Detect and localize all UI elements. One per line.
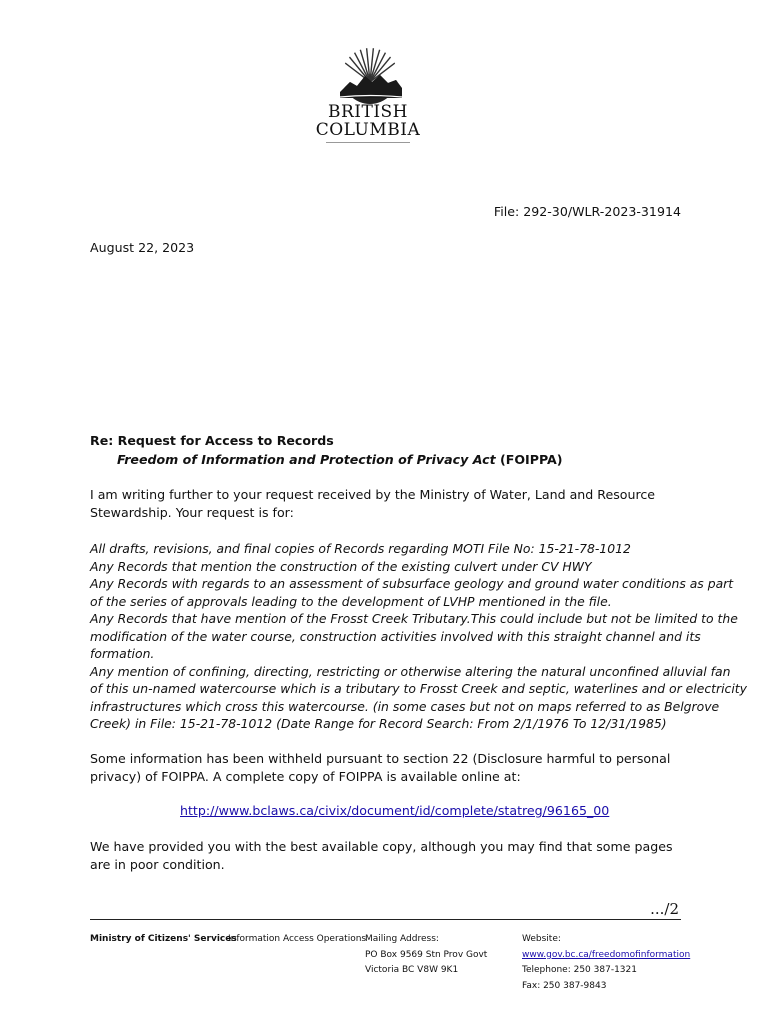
mailing-line: PO Box 9569 Stn Prov Govt — [365, 949, 488, 960]
request-text — [90, 540, 747, 733]
request-line: All drafts, revisions, and final copies of Records regarding MOTI File No: 15-21-78-1012 — [90, 541, 631, 556]
request-line: Any mention of confining, directing, restricting or otherwise altering the natural unconfined alluvial fan — [90, 663, 731, 679]
footer-ministry: Ministry of Citizens' Services — [90, 934, 237, 944]
intro-paragraph: I am writing further to your request received by the Ministry of Water, Land and Resource Stewardship. Your request is for: — [90, 487, 656, 520]
fax: Fax: 250 387-9843 — [522, 980, 607, 991]
website-label: Website: — [522, 934, 561, 944]
request-line: of the series of approvals leading to the development of LVHP mentioned in the file. — [90, 593, 612, 609]
file-reference: File: 292-30/WLR-2023-31914 — [493, 204, 681, 219]
letterhead-divider — [326, 142, 410, 143]
subject-act — [117, 452, 563, 467]
request-line: infrastructures which cross this watercourse. (in some cases but not on maps referred to as Belgrove — [90, 698, 720, 714]
request-line: of this un-named watercourse which is a tributary to Frosst Creek and septic, waterlines and or electricity — [90, 681, 747, 696]
footer-office: Information Access Operations — [228, 934, 367, 944]
request-line: Any Records that have mention of the Frosst Creek Tributary.This could include but not be limited to the — [90, 611, 738, 626]
footer-contact — [522, 932, 690, 994]
request-line: formation. — [90, 646, 155, 661]
page-continuation: .../2 — [650, 900, 679, 918]
footer-mailing — [365, 932, 487, 979]
website-link[interactable]: www.gov.bc.ca/freedomofinformation — [522, 949, 691, 960]
subject-line: Re: Request for Access to Records — [90, 433, 334, 448]
mailing-label: Mailing Address: — [365, 934, 439, 944]
letter-date: August 22, 2023 — [90, 240, 195, 255]
mailing-line: Victoria BC V8W 9K1 — [365, 965, 459, 975]
letterhead-columbia: COLUMBIA — [315, 120, 421, 140]
act-title: Freedom of Information and Protection of Privacy Act — [117, 452, 496, 467]
request-line: Any Records that mention the construction of the existing culvert under CV HWY — [90, 558, 592, 574]
telephone: Telephone: 250 387-1321 — [522, 965, 637, 975]
letterhead-british: BRITISH — [327, 102, 409, 122]
act-abbreviation: (FOIPPA) — [495, 452, 563, 467]
footer-divider — [90, 919, 681, 920]
request-line: modification of the water course, construction activities involved with this straight channel and its — [90, 628, 701, 644]
withheld-paragraph: Some information has been withheld pursuant to section 22 (Disclosure harmful to personal privacy) of FOIPPA. A complete copy of FOIPPA is available online at: — [90, 751, 671, 784]
request-line: Any Records with regards to an assessment of subsurface geology and ground water conditions as part — [90, 576, 734, 591]
foippa-link[interactable]: http://www.bclaws.ca/civix/document/id/complete/statreg/96165_00 — [180, 803, 610, 818]
copy-condition-paragraph: We have provided you with the best available copy, although you may find that some pages are in poor condition. — [90, 839, 673, 872]
request-line: Creek) in File: 15-21-78-1012 (Date Range for Record Search: From 2/1/1976 To 12/31/1985) — [90, 716, 667, 731]
